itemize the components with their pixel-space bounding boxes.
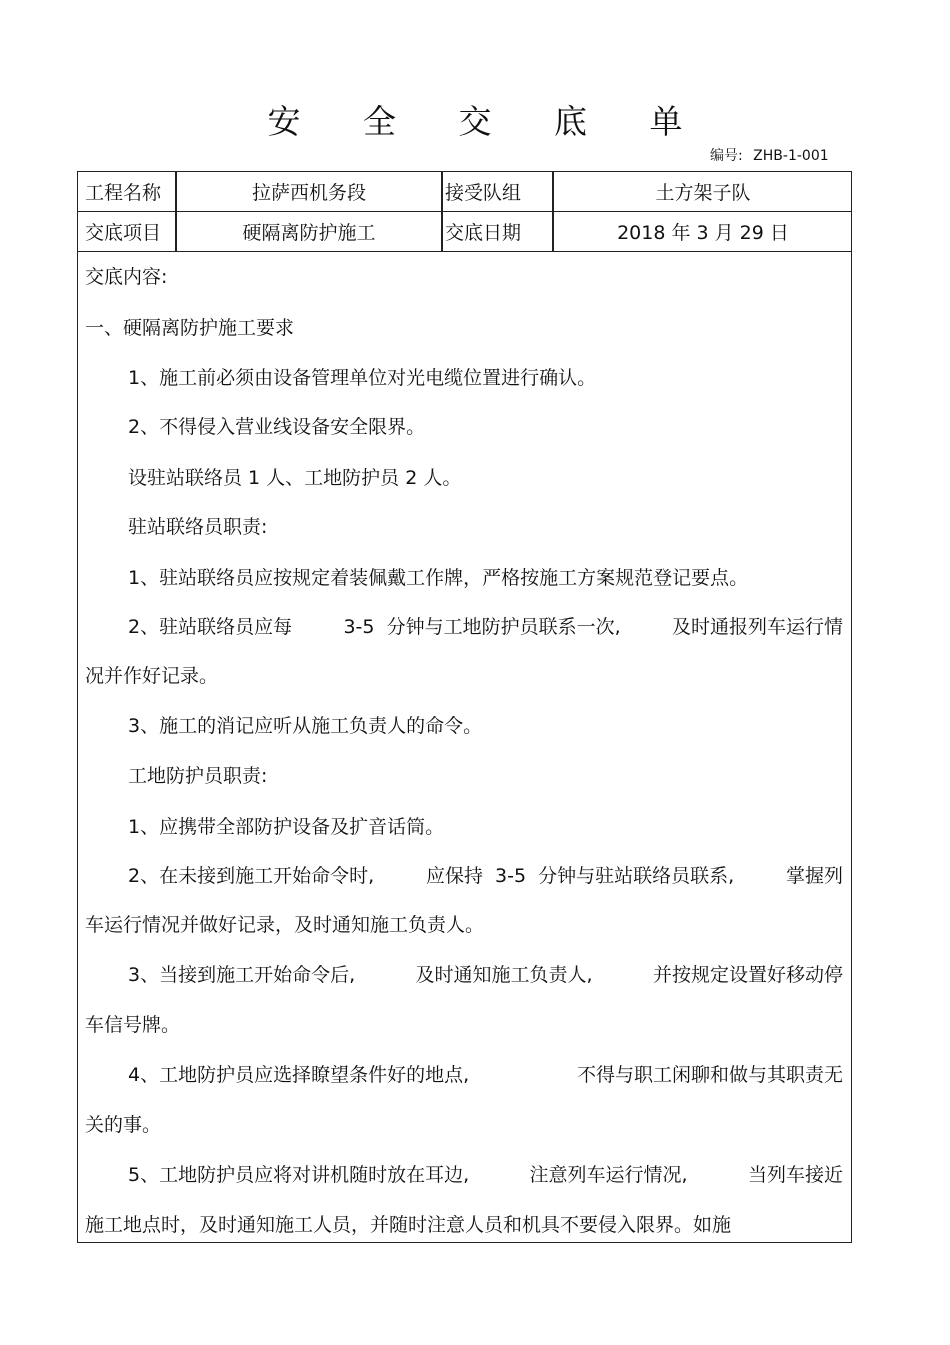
paragraph-line: 车运行情况并做好记录，及时通知施工负责人。 [85, 914, 485, 936]
paragraph: 1、施工前必须由设备管理单位对光电缆位置进行确认。 [128, 367, 597, 389]
text-segment: 并按规定设置好移动停 [652, 964, 843, 986]
paragraph-line: 施工地点时，及时通知施工人员，并随时注意人员和机具不要侵入限界。如施 [85, 1214, 732, 1236]
text-segment: 2、驻站联络员应每 [128, 616, 293, 638]
header-row-item [78, 212, 851, 252]
subheading: 工地防护员职责: [128, 765, 268, 787]
project-name-value: 拉萨西机务段 [251, 182, 366, 204]
document-title: 安 全 交 底 单 [267, 102, 709, 141]
document-number-value: ZHB-1-001 [753, 148, 829, 164]
paragraph-line [128, 861, 843, 888]
document-number-label: 编号: [710, 148, 743, 164]
text-segment: 及时通知施工负责人, [415, 964, 593, 986]
briefing-item-label: 交底项目 [85, 222, 162, 244]
briefing-date-label: 交底日期 [445, 222, 522, 244]
subheading: 驻站联络员职责: [128, 516, 268, 538]
paragraph-line [128, 1160, 843, 1187]
paragraph: 2、不得侵入营业线设备安全限界。 [128, 416, 426, 438]
content-heading: 交底内容: [85, 266, 168, 288]
section-heading: 一、硬隔离防护施工要求 [85, 317, 295, 339]
briefing-date-value: 2018 年 3 月 29 日 [617, 222, 789, 244]
text-segment: 4、工地防护员应选择瞭望条件好的地点, [128, 1064, 470, 1086]
text-segment: 3-5 分钟与工地防护员联系一次, [343, 616, 621, 638]
paragraph: 设驻站联络员 1 人、工地防护员 2 人。 [128, 467, 462, 489]
project-name-label: 工程名称 [85, 182, 162, 204]
text-segment: 不得与职工闲聊和做与其职责无 [576, 1064, 843, 1086]
briefing-sheet [77, 171, 852, 1243]
text-segment: 5、工地防护员应将对讲机随时放在耳边, [128, 1164, 470, 1186]
header-row-project [78, 172, 851, 212]
text-segment: 2、在未接到施工开始命令时, [128, 865, 375, 887]
paragraph: 3、施工的消记应听从施工负责人的命令。 [128, 715, 483, 737]
paragraph: 1、应携带全部防护设备及扩音话筒。 [128, 816, 445, 838]
text-segment: 3、当接到施工开始命令后, [128, 964, 356, 986]
paragraph-line: 车信号牌。 [85, 1014, 181, 1036]
text-segment: 及时通报列车运行情 [671, 616, 843, 638]
text-segment: 当列车接近 [747, 1164, 843, 1186]
paragraph-line [128, 960, 843, 987]
paragraph-line: 关的事。 [85, 1114, 162, 1136]
paragraph-line [128, 1060, 843, 1087]
text-segment: 注意列车运行情况, [529, 1164, 688, 1186]
text-segment: 应保持 3-5 分钟与驻站联络员联系, [425, 865, 735, 887]
text-segment: 掌握列 [785, 865, 843, 887]
paragraph-line: 况并作好记录。 [85, 665, 219, 687]
document-number [710, 145, 829, 165]
receiving-team-value: 土方架子队 [655, 182, 751, 204]
paragraph: 1、驻站联络员应按规定着装佩戴工作牌，严格按施工方案规范登记要点。 [128, 567, 749, 589]
briefing-item-value: 硬隔离防护施工 [242, 222, 376, 244]
paragraph-line [128, 612, 843, 639]
receiving-team-label: 接受队组 [445, 182, 522, 204]
